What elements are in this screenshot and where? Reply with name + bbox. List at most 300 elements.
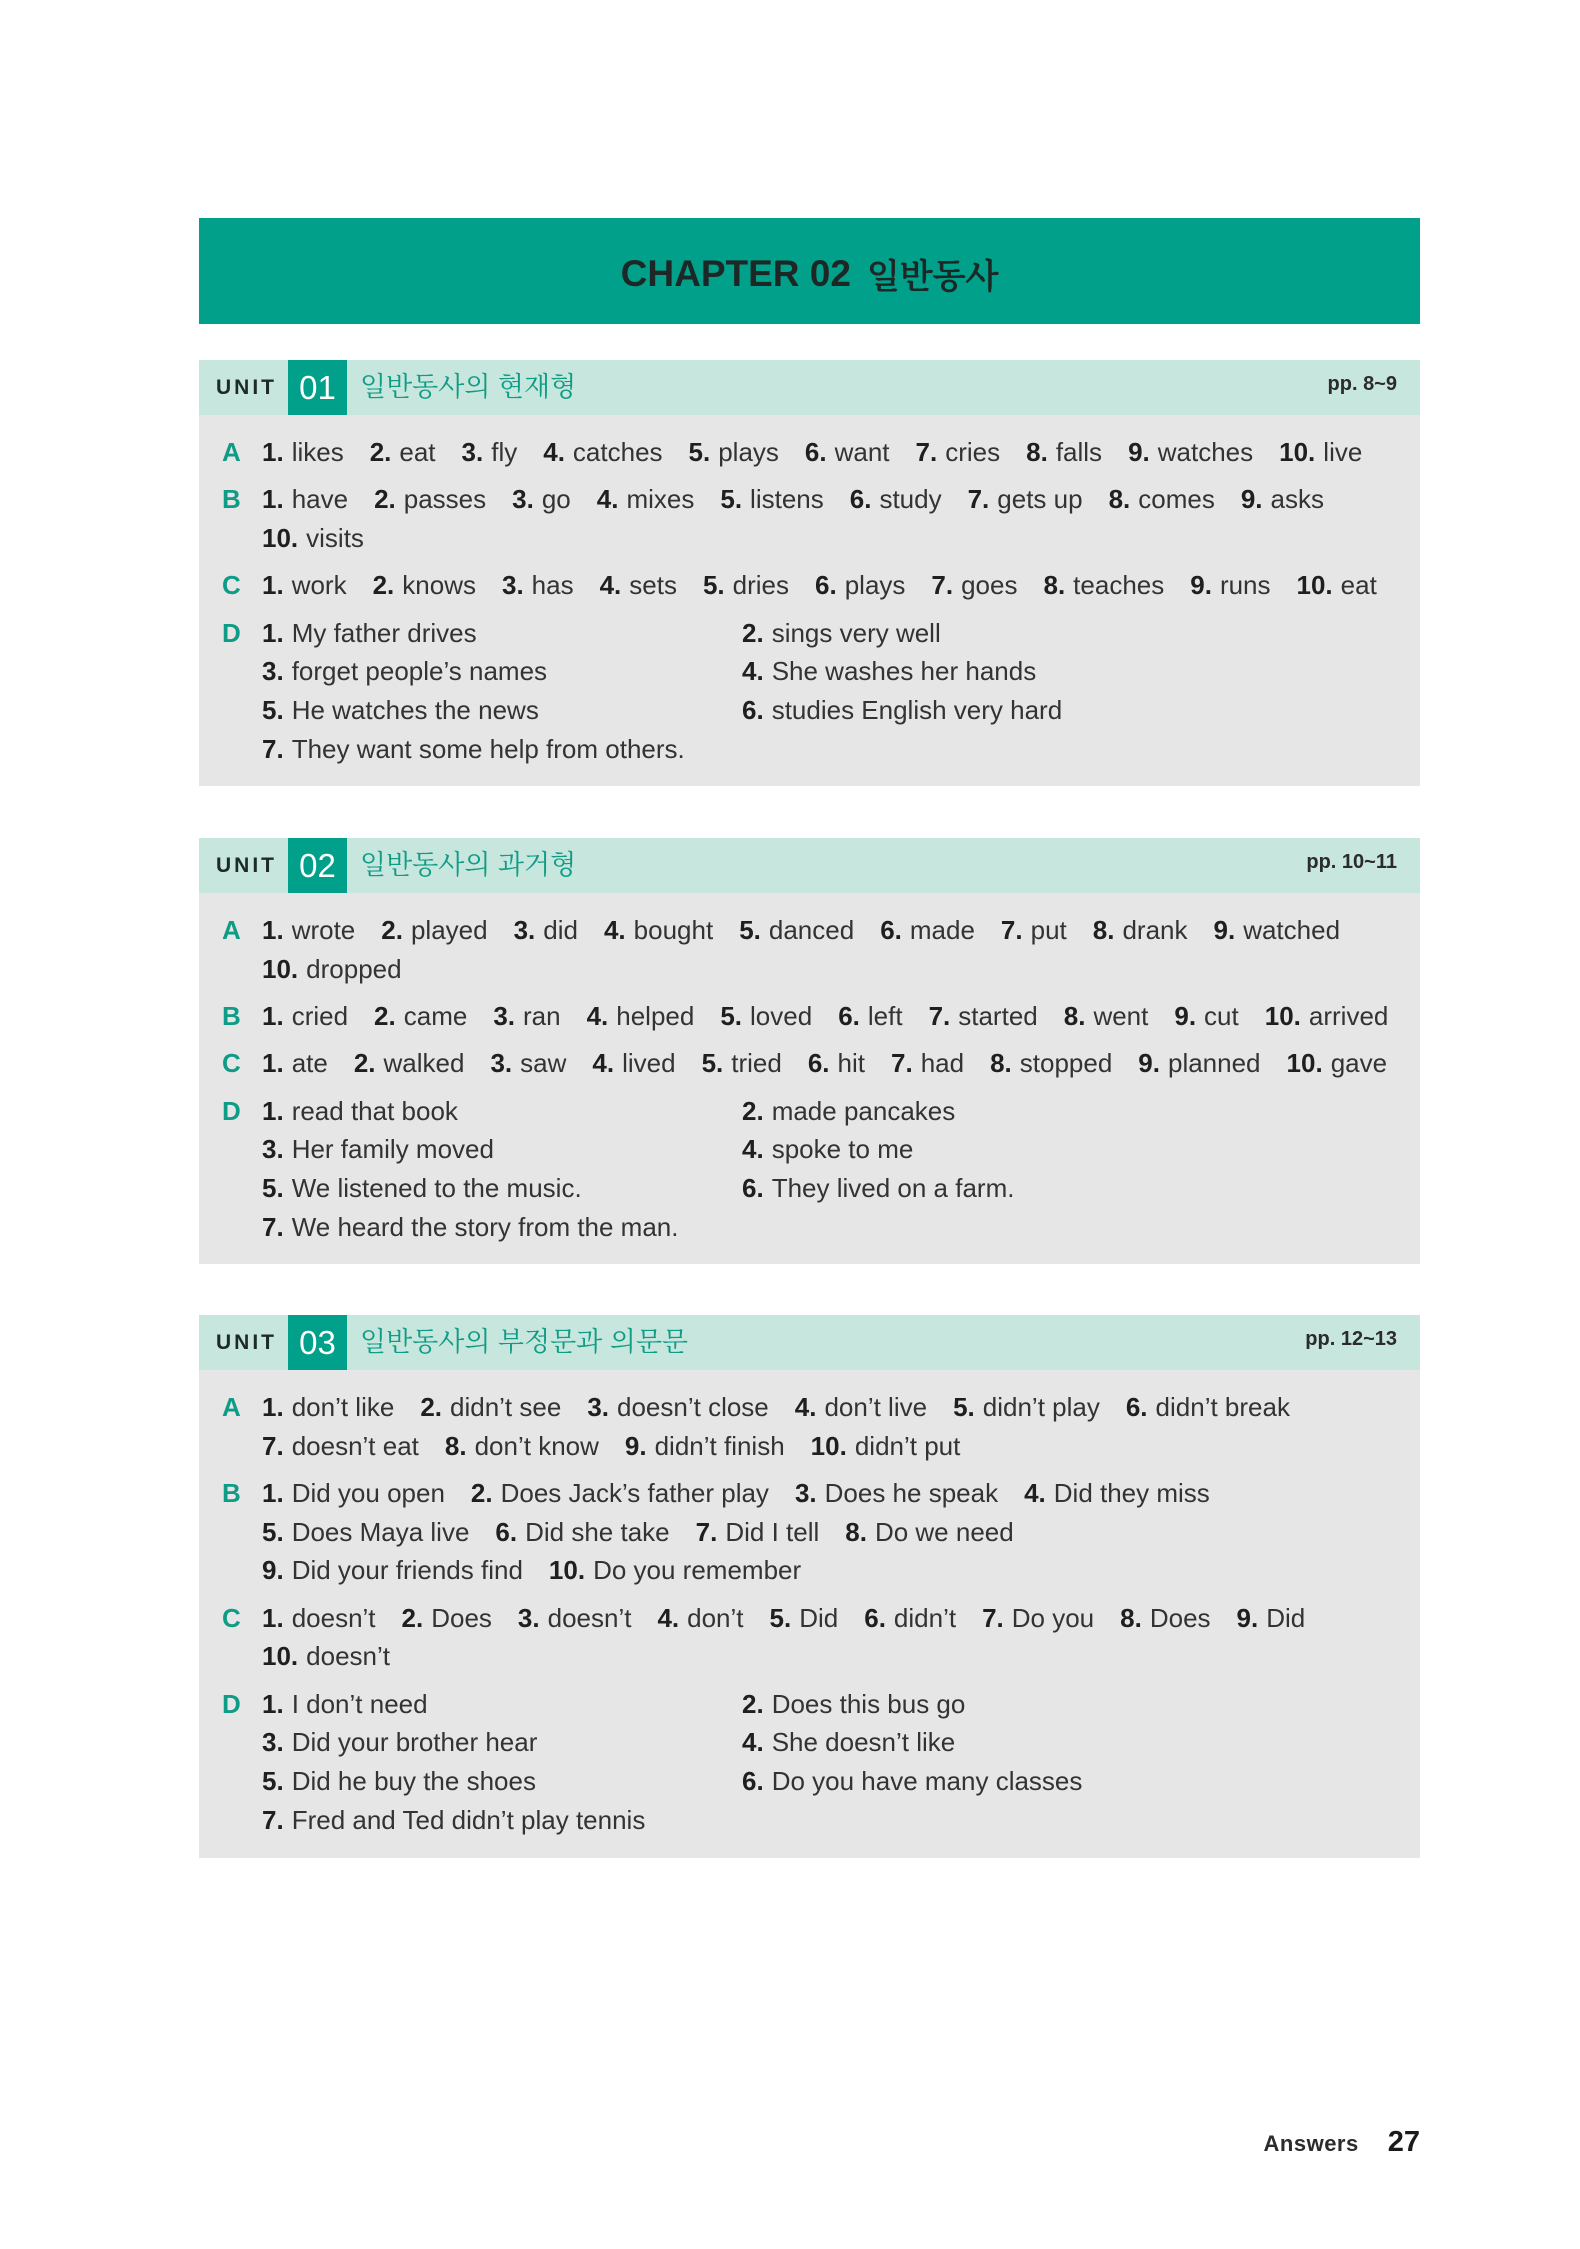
exercise-b xyxy=(222,480,1420,557)
answer-item xyxy=(549,1551,801,1590)
item-answer: hit xyxy=(837,1048,865,1079)
item-answer: watches xyxy=(1157,437,1254,467)
item-answer: work xyxy=(291,570,347,601)
two-column-answers xyxy=(262,614,1420,769)
answer-item xyxy=(1279,433,1362,472)
item-number: 8. xyxy=(845,1516,867,1547)
answer-line xyxy=(262,1044,1420,1083)
answer-item xyxy=(262,1637,390,1676)
answer-item xyxy=(742,1762,1420,1801)
item-answer: Do we need xyxy=(874,1516,1014,1547)
item-number: 9. xyxy=(1236,1602,1259,1633)
item-number: 3. xyxy=(517,1602,540,1633)
item-answer: don’t know xyxy=(474,1430,599,1461)
item-number: 7. xyxy=(695,1516,718,1547)
item-answer: plays xyxy=(718,437,779,467)
item-answer: They lived on a farm. xyxy=(771,1173,1015,1203)
item-answer: eat xyxy=(1340,570,1377,601)
item-answer: lived xyxy=(622,1048,676,1079)
item-number: 4. xyxy=(794,1392,817,1422)
exercise-letter: C xyxy=(222,570,241,601)
answer-item xyxy=(262,1169,742,1208)
item-answer: gave xyxy=(1330,1048,1388,1079)
item-answer: Did xyxy=(1266,1602,1306,1633)
answer-item xyxy=(262,1427,419,1466)
item-answer: goes xyxy=(961,570,1018,601)
item-answer: eat xyxy=(399,437,436,467)
exercise-letter: B xyxy=(222,484,241,515)
answer-item xyxy=(1043,566,1164,605)
item-number: 6. xyxy=(849,484,872,515)
item-number: 3. xyxy=(501,570,524,601)
answer-item xyxy=(373,566,476,605)
item-answer: Did xyxy=(799,1602,839,1633)
item-answer: doesn’t xyxy=(291,1602,376,1633)
answer-item xyxy=(770,1599,839,1638)
page-range: pp. 12~13 xyxy=(1305,1328,1397,1350)
answer-item xyxy=(982,1599,1094,1638)
answer-line xyxy=(262,911,1420,950)
answer-item xyxy=(420,1388,561,1427)
item-answer: They want some help from others. xyxy=(291,733,685,764)
item-number: 2. xyxy=(372,570,395,601)
answer-item xyxy=(808,1044,865,1083)
answer-item xyxy=(370,433,436,472)
answer-item xyxy=(1109,480,1215,519)
item-number: 5. xyxy=(688,437,711,467)
answer-item xyxy=(262,997,348,1036)
item-answer: put xyxy=(1030,915,1067,945)
item-number: 3. xyxy=(587,1392,609,1422)
item-number: 3. xyxy=(262,1727,284,1758)
item-number: 6. xyxy=(804,437,827,467)
item-number: 1. xyxy=(262,1392,284,1422)
item-number: 1. xyxy=(262,915,284,945)
item-answer: came xyxy=(403,1001,468,1031)
item-number: 6. xyxy=(838,1001,860,1031)
answer-item xyxy=(1128,433,1253,472)
item-number: 1. xyxy=(262,484,284,515)
item-answer: falls xyxy=(1055,437,1103,467)
item-answer: forget people’s names xyxy=(291,656,548,687)
item-number: 5. xyxy=(953,1392,975,1422)
answer-item xyxy=(262,1208,742,1247)
answer-item xyxy=(262,614,742,653)
item-answer: sets xyxy=(629,570,677,601)
answer-item xyxy=(742,1723,1420,1762)
item-number: 4. xyxy=(742,1727,764,1758)
exercise-letter: C xyxy=(222,1048,241,1079)
page-number: 27 xyxy=(1387,2126,1420,2158)
answer-item xyxy=(262,1130,742,1169)
answer-line xyxy=(262,1474,1420,1513)
item-number: 2. xyxy=(742,1095,764,1126)
item-answer: played xyxy=(410,915,488,945)
item-number: 4. xyxy=(742,656,764,687)
answer-item xyxy=(462,433,518,472)
item-number: 5. xyxy=(701,1048,724,1079)
exercise-a xyxy=(222,1388,1420,1465)
item-answer: saw xyxy=(520,1048,567,1079)
item-number: 7. xyxy=(1000,915,1023,945)
answer-item xyxy=(1287,1044,1388,1083)
item-number: 6. xyxy=(1125,1392,1148,1422)
answer-line xyxy=(262,997,1420,1036)
answer-item xyxy=(262,519,364,558)
item-answer: Do you have many classes xyxy=(771,1766,1083,1797)
item-number: 7. xyxy=(262,1804,284,1835)
footer-label: Answers xyxy=(1263,2131,1359,2156)
exercise-d xyxy=(222,614,1420,769)
item-number: 2. xyxy=(401,1602,424,1633)
item-number: 4. xyxy=(742,1134,764,1165)
exercise-letter: C xyxy=(222,1602,241,1633)
item-answer: plays xyxy=(844,570,906,601)
item-answer: studies English very hard xyxy=(771,695,1063,725)
item-answer: Did you open xyxy=(291,1478,445,1508)
item-answer: cried xyxy=(291,1001,349,1031)
answer-item xyxy=(512,480,571,519)
answer-item xyxy=(1120,1599,1210,1638)
unit-header xyxy=(199,1315,1420,1370)
answer-lines xyxy=(262,997,1420,1036)
answer-item xyxy=(262,1513,469,1552)
item-answer: didn’t see xyxy=(450,1392,562,1422)
item-answer: doesn’t close xyxy=(617,1392,769,1422)
unit-03-section xyxy=(199,1315,1420,1858)
item-answer: gets up xyxy=(997,484,1083,515)
item-answer: did xyxy=(543,915,578,945)
answer-item xyxy=(742,1685,1420,1724)
exercise-letter: D xyxy=(222,1688,241,1719)
answer-panel xyxy=(199,893,1420,1264)
item-number: 2. xyxy=(381,915,403,945)
item-answer: left xyxy=(867,1001,903,1031)
item-answer: didn’t play xyxy=(982,1392,1100,1422)
item-number: 5. xyxy=(739,915,761,945)
item-number: 2. xyxy=(420,1392,442,1422)
item-number: 7. xyxy=(262,1211,284,1242)
item-answer: She doesn’t like xyxy=(771,1727,956,1758)
answer-lines xyxy=(262,1388,1420,1465)
item-answer: Did they miss xyxy=(1053,1478,1210,1508)
exercise-d xyxy=(222,1092,1420,1247)
item-answer: Does this bus go xyxy=(771,1688,966,1719)
item-number: 5. xyxy=(262,1516,284,1547)
answer-item xyxy=(518,1599,632,1638)
item-answer: arrived xyxy=(1308,1001,1389,1031)
item-number: 7. xyxy=(262,733,284,764)
item-answer: runs xyxy=(1219,570,1271,601)
answer-line xyxy=(262,1388,1420,1427)
unit-number-badge: 03 xyxy=(288,1315,347,1370)
answer-item xyxy=(262,1599,376,1638)
item-number: 4. xyxy=(596,484,619,515)
answer-item xyxy=(742,1092,1420,1131)
two-column-answers xyxy=(262,1685,1420,1840)
answer-item xyxy=(587,997,695,1036)
item-number: 8. xyxy=(1043,570,1066,601)
answer-item xyxy=(916,433,1001,472)
answer-item xyxy=(815,566,905,605)
answer-item xyxy=(1214,911,1341,950)
answer-lines xyxy=(262,911,1420,988)
item-answer: doesn’t xyxy=(547,1602,632,1633)
item-answer: started xyxy=(958,1001,1038,1031)
answer-item xyxy=(1241,480,1324,519)
answer-item xyxy=(739,911,854,950)
item-answer: ate xyxy=(291,1048,328,1079)
item-answer: stopped xyxy=(1019,1048,1113,1079)
item-number: 2. xyxy=(470,1478,493,1508)
item-answer: She washes her hands xyxy=(771,656,1037,687)
item-number: 9. xyxy=(1240,484,1263,515)
item-number: 10. xyxy=(262,523,299,553)
answer-item xyxy=(880,911,975,950)
item-number: 9. xyxy=(1190,570,1212,601)
item-answer: tried xyxy=(731,1048,782,1079)
item-answer: made pancakes xyxy=(771,1095,956,1126)
item-number: 4. xyxy=(657,1602,680,1633)
item-answer: teaches xyxy=(1073,570,1165,601)
answer-item xyxy=(931,566,1017,605)
answer-item xyxy=(445,1427,599,1466)
item-answer: catches xyxy=(572,437,663,467)
item-answer: live xyxy=(1323,437,1363,467)
exercise-b xyxy=(222,1474,1420,1590)
answer-item xyxy=(702,1044,782,1083)
item-number: 8. xyxy=(990,1048,1012,1079)
answer-item xyxy=(891,1044,964,1083)
answer-item xyxy=(1138,1044,1260,1083)
item-number: 2. xyxy=(369,437,392,467)
item-answer: Does xyxy=(431,1602,492,1633)
answer-item xyxy=(262,730,742,769)
item-number: 10. xyxy=(1264,1001,1301,1031)
answer-item xyxy=(262,1762,742,1801)
answer-item xyxy=(1237,1599,1306,1638)
chapter-label: CHAPTER 02 xyxy=(620,252,851,294)
item-number: 9. xyxy=(1213,915,1236,945)
answer-item xyxy=(929,997,1038,1036)
answer-item xyxy=(262,950,402,989)
item-answer: Did your brother hear xyxy=(291,1727,538,1758)
item-number: 7. xyxy=(262,1430,284,1461)
item-answer: visits xyxy=(306,523,364,553)
item-number: 10. xyxy=(810,1430,847,1461)
answer-item xyxy=(696,1513,820,1552)
unit-title: 일반동사의 부정문과 의문문 xyxy=(360,1327,688,1357)
answer-line xyxy=(262,519,1420,558)
answer-item xyxy=(657,1599,743,1638)
answer-item xyxy=(720,997,812,1036)
item-number: 10. xyxy=(1279,437,1316,467)
item-answer: don’t live xyxy=(824,1392,928,1422)
answer-item xyxy=(742,1169,1420,1208)
answer-item xyxy=(262,1801,742,1840)
item-answer: didn’t break xyxy=(1155,1392,1290,1422)
answer-item xyxy=(1174,997,1238,1036)
answer-item xyxy=(262,1685,742,1724)
item-number: 5. xyxy=(702,570,725,601)
answer-item xyxy=(587,1388,768,1427)
item-answer: sings very well xyxy=(771,617,941,648)
item-answer: cries xyxy=(945,437,1001,467)
item-answer: Do you xyxy=(1011,1602,1095,1633)
item-answer: dries xyxy=(732,570,790,601)
item-answer: didn’t xyxy=(893,1602,957,1633)
item-answer: drank xyxy=(1122,915,1188,945)
exercise-letter: D xyxy=(222,617,241,648)
item-number: 1. xyxy=(262,570,284,601)
item-answer: spoke to me xyxy=(771,1134,914,1165)
item-answer: don’t xyxy=(687,1602,744,1633)
item-number: 5. xyxy=(262,1766,284,1797)
item-number: 1. xyxy=(262,1478,284,1508)
item-answer: Did your friends find xyxy=(291,1555,523,1586)
item-number: 3. xyxy=(794,1478,817,1508)
item-number: 5. xyxy=(262,1173,284,1203)
item-number: 1. xyxy=(262,1095,284,1126)
item-answer: cut xyxy=(1204,1001,1239,1031)
item-number: 7. xyxy=(915,437,938,467)
unit-title: 일반동사의 현재형 xyxy=(360,372,577,402)
item-answer: Fred and Ted didn’t play tennis xyxy=(291,1804,646,1835)
answer-item xyxy=(262,1474,445,1513)
answer-item xyxy=(864,1599,956,1638)
unit-title: 일반동사의 과거형 xyxy=(360,850,577,880)
answer-item xyxy=(493,997,560,1036)
answer-item xyxy=(604,911,713,950)
answer-item xyxy=(490,1044,566,1083)
exercise-letter: B xyxy=(222,1001,241,1031)
answer-line xyxy=(262,950,1420,989)
answer-line xyxy=(262,1637,1420,1676)
item-answer: have xyxy=(291,484,349,515)
item-number: 9. xyxy=(624,1430,647,1461)
exercise-b xyxy=(222,997,1420,1036)
answer-lines xyxy=(262,480,1420,557)
answer-item xyxy=(850,480,942,519)
answer-item xyxy=(805,433,890,472)
unit-header xyxy=(199,838,1420,893)
answer-item xyxy=(1001,911,1067,950)
item-answer: comes xyxy=(1138,484,1215,515)
answer-item xyxy=(381,911,487,950)
item-number: 8. xyxy=(1120,1602,1142,1633)
item-number: 9. xyxy=(1174,1001,1197,1031)
item-answer: Did she take xyxy=(525,1516,670,1547)
answer-line xyxy=(262,566,1420,605)
exercise-c xyxy=(222,1599,1420,1676)
item-answer: mixes xyxy=(626,484,695,515)
answer-item xyxy=(703,566,789,605)
item-answer: Did he buy the shoes xyxy=(291,1766,536,1797)
item-number: 4. xyxy=(599,570,622,601)
answer-line xyxy=(262,433,1420,472)
answer-item xyxy=(1064,997,1149,1036)
exercise-letter: A xyxy=(222,437,241,467)
item-answer: Do you remember xyxy=(593,1555,802,1586)
item-number: 6. xyxy=(742,695,764,725)
answer-item xyxy=(742,1130,1420,1169)
item-answer: went xyxy=(1093,1001,1149,1031)
unit-header xyxy=(199,360,1420,415)
item-answer: passes xyxy=(403,484,487,515)
answer-item xyxy=(845,1513,1013,1552)
item-number: 10. xyxy=(262,1641,299,1672)
item-number: 8. xyxy=(444,1430,467,1461)
answer-item xyxy=(1126,1388,1290,1427)
item-number: 7. xyxy=(982,1602,1004,1633)
unit-label: UNIT xyxy=(216,854,277,877)
page-range: pp. 10~11 xyxy=(1306,851,1397,873)
item-number: 5. xyxy=(769,1602,792,1633)
item-number: 4. xyxy=(543,437,565,467)
item-number: 1. xyxy=(262,1048,284,1079)
answer-item xyxy=(742,691,1420,730)
item-answer: danced xyxy=(768,915,855,945)
item-answer: go xyxy=(541,484,571,515)
item-number: 10. xyxy=(548,1555,586,1586)
item-number: 8. xyxy=(1026,437,1048,467)
answer-panel xyxy=(199,415,1420,786)
item-answer: I don’t need xyxy=(291,1688,428,1719)
item-number: 8. xyxy=(1092,915,1115,945)
item-answer: planned xyxy=(1167,1048,1261,1079)
item-number: 3. xyxy=(490,1048,513,1079)
exercise-c xyxy=(222,566,1420,605)
unit-label: UNIT xyxy=(216,376,277,399)
answer-item xyxy=(354,1044,465,1083)
answer-item xyxy=(1265,997,1389,1036)
item-answer: loved xyxy=(750,1001,813,1031)
item-answer: Does he speak xyxy=(824,1478,999,1508)
item-number: 4. xyxy=(603,915,626,945)
answer-lines xyxy=(262,1599,1420,1676)
item-answer: fly xyxy=(491,437,518,467)
item-answer: doesn’t xyxy=(306,1641,390,1672)
item-number: 6. xyxy=(742,1173,764,1203)
unit-number-badge: 01 xyxy=(288,360,347,415)
item-answer: We listened to the music. xyxy=(291,1173,582,1203)
item-number: 1. xyxy=(262,1001,284,1031)
item-answer: We heard the story from the man. xyxy=(291,1211,679,1242)
exercise-a xyxy=(222,911,1420,988)
item-answer: Does Maya live xyxy=(291,1516,470,1547)
item-answer: listens xyxy=(750,484,824,515)
two-column-answers xyxy=(262,1092,1420,1247)
item-number: 8. xyxy=(1108,484,1131,515)
item-answer: asks xyxy=(1270,484,1324,515)
answer-item xyxy=(543,433,662,472)
answer-item xyxy=(402,1599,492,1638)
item-answer: Did I tell xyxy=(725,1516,820,1547)
item-answer: didn’t put xyxy=(854,1430,961,1461)
answer-item xyxy=(811,1427,961,1466)
exercise-c xyxy=(222,1044,1420,1083)
item-number: 10. xyxy=(1286,1048,1323,1079)
item-answer: made xyxy=(909,915,975,945)
answer-item xyxy=(742,614,1420,653)
item-number: 1. xyxy=(262,1602,284,1633)
answer-line xyxy=(262,1513,1420,1552)
item-answer: study xyxy=(879,484,942,515)
item-number: 1. xyxy=(262,437,284,467)
unit-01-section xyxy=(199,360,1420,786)
item-answer: doesn’t eat xyxy=(291,1430,419,1461)
item-answer: My father drives xyxy=(291,617,477,648)
